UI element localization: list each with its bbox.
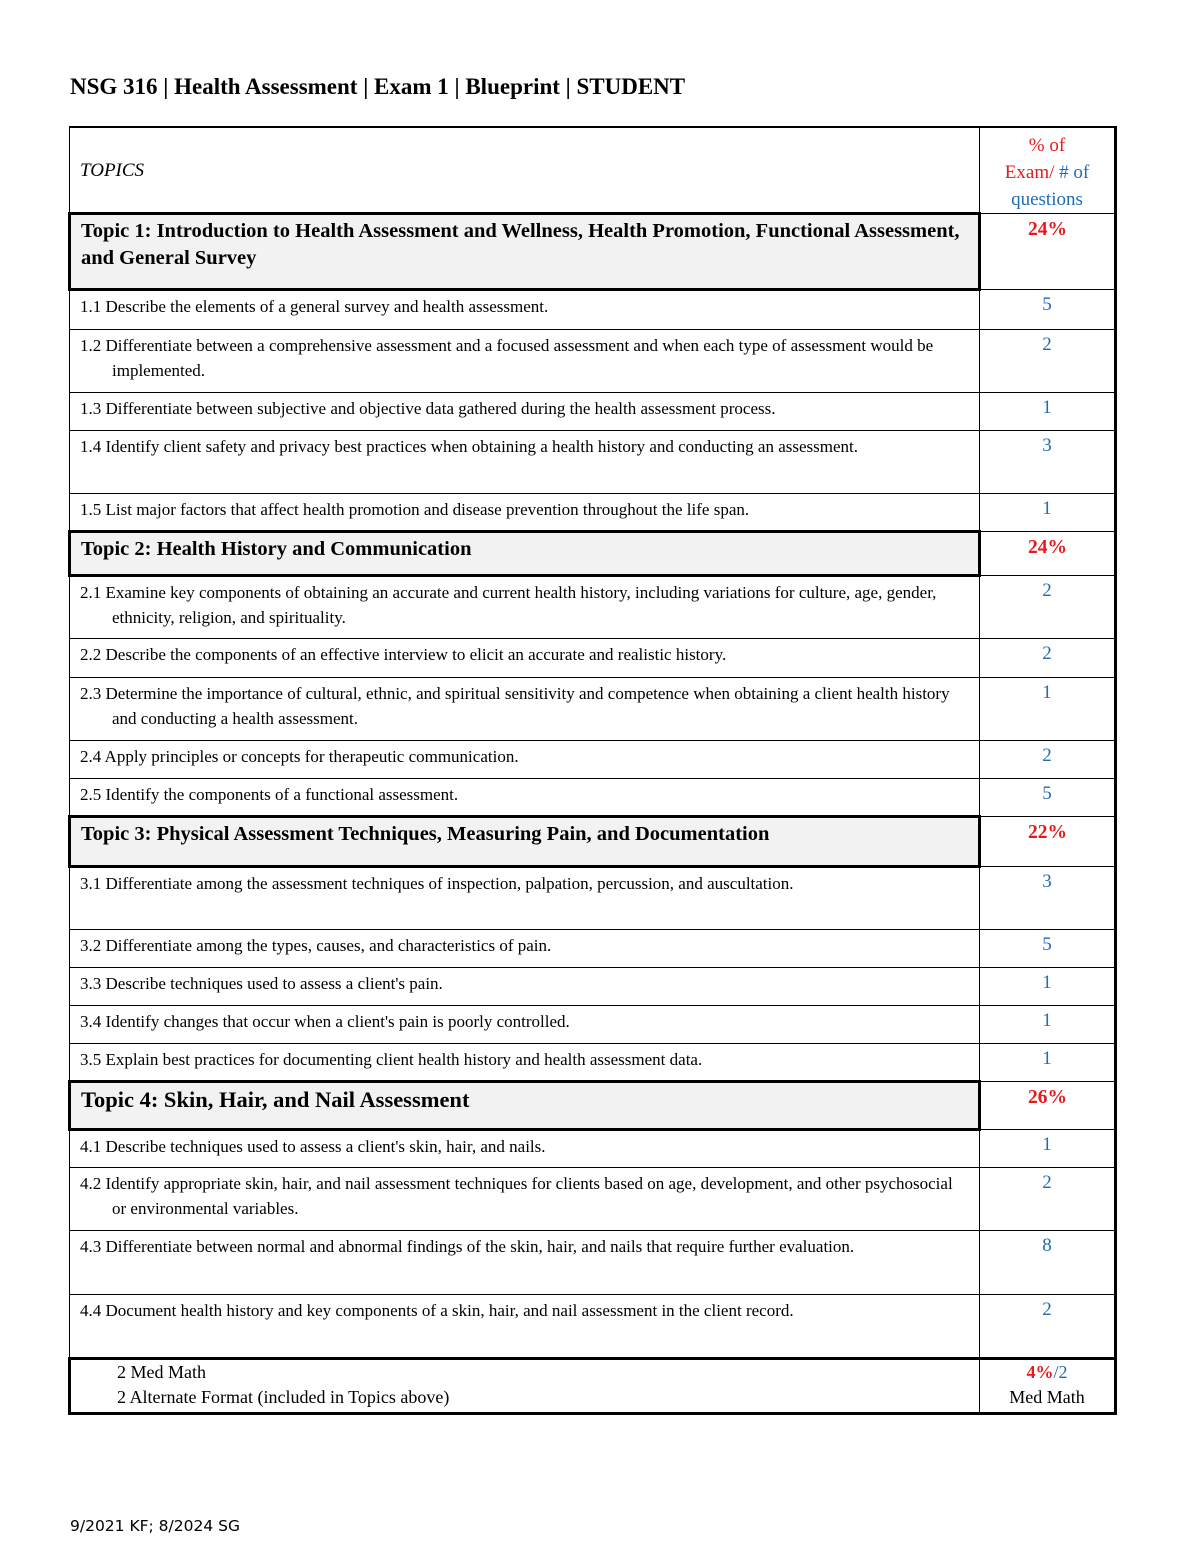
med-math-count: /2 — [1053, 1362, 1068, 1382]
objective-count: 1 — [1042, 397, 1052, 418]
percent-header-line2 — [980, 159, 1114, 186]
objective-count: 5 — [1042, 294, 1052, 315]
objective-row — [70, 741, 1116, 779]
med-math-row — [70, 1359, 1116, 1414]
topic-title: Topic 4: Skin, Hair, and Nail Assessment — [81, 1087, 470, 1112]
table-header-row — [70, 127, 1116, 214]
objective-text: 3.4 Identify changes that occur when a client's pain is poorly controlled. — [80, 1012, 570, 1031]
med-math-label: Med Math — [1009, 1387, 1085, 1407]
objective-text: 3.2 Differentiate among the types, causes, and characteristics of pain. — [80, 936, 552, 955]
objective-text: 4.4 Document health history and key components of a skin, hair, and nail assessment in the client record. — [80, 1301, 794, 1320]
objective-row — [70, 431, 1116, 494]
objective-text: 1.3 Differentiate between subjective and objective data gathered during the health assessment process. — [80, 399, 776, 418]
objective-count: 5 — [1042, 783, 1052, 804]
topic-row — [70, 214, 1116, 290]
objective-text: 2.1 Examine key components of obtaining an accurate and current health history, including variations for culture, age, gender, ethnicity, religion, and spirituality. — [80, 583, 937, 627]
topic-row — [70, 532, 1116, 576]
objective-count: 2 — [1042, 334, 1052, 355]
objective-count: 5 — [1042, 934, 1052, 955]
objective-text: 4.1 Describe techniques used to assess a client's skin, hair, and nails. — [80, 1137, 546, 1156]
objective-count: 3 — [1042, 435, 1052, 456]
topic-row — [70, 1082, 1116, 1130]
objective-row — [70, 1231, 1116, 1295]
objective-count: 8 — [1042, 1235, 1052, 1256]
objective-row — [70, 576, 1116, 639]
topic-title: Topic 3: Physical Assessment Techniques, Measuring Pain, and Documentation — [81, 823, 770, 845]
objective-text: 3.5 Explain best practices for documenting client health history and health assessment data. — [80, 1050, 703, 1069]
objective-row — [70, 1130, 1116, 1168]
objective-text: 1.2 Differentiate between a comprehensive assessment and a focused assessment and when each type of assessment would be implemented. — [80, 336, 934, 380]
blueprint-table — [68, 126, 1117, 1415]
percent-header-line3: questions — [1011, 189, 1083, 210]
objective-count: 1 — [1042, 1134, 1052, 1155]
objective-text: 2.3 Determine the importance of cultural, ethnic, and spiritual sensitivity and competence when obtaining a client health history and conducting a health assessment. — [80, 684, 950, 728]
objective-text: 2.5 Identify the components of a functional assessment. — [80, 785, 459, 804]
objective-count: 2 — [1042, 643, 1052, 664]
objective-count: 1 — [1042, 1048, 1052, 1069]
objective-count: 1 — [1042, 972, 1052, 993]
objective-count: 1 — [1042, 682, 1052, 703]
objective-row — [70, 639, 1116, 678]
topic-percent: 24% — [1028, 537, 1067, 558]
objective-text: 1.5 List major factors that affect health promotion and disease prevention throughout the life span. — [80, 500, 750, 519]
objective-count: 2 — [1042, 580, 1052, 601]
topic-percent: 24% — [1028, 219, 1067, 240]
topic-row — [70, 817, 1116, 867]
objective-row — [70, 968, 1116, 1006]
objective-text: 3.3 Describe techniques used to assess a client's pain. — [80, 974, 443, 993]
objective-count: 2 — [1042, 1172, 1052, 1193]
topic-percent: 26% — [1028, 1087, 1067, 1108]
percent-header-cell — [980, 127, 1116, 214]
alternate-format-line: 2 Alternate Format (included in Topics above) — [117, 1387, 450, 1407]
percent-header-line1: % of — [1028, 135, 1066, 156]
percent-header-exam: Exam/ — [1004, 162, 1055, 183]
med-math-line: 2 Med Math — [117, 1362, 206, 1382]
med-math-percent-value: 4% — [1026, 1362, 1054, 1382]
document-footer: 9/2021 KF; 8/2024 SG — [70, 1517, 240, 1535]
objective-row — [70, 678, 1116, 741]
objective-row — [70, 1295, 1116, 1359]
topics-header-cell — [70, 127, 980, 214]
objective-count: 2 — [1042, 745, 1052, 766]
objective-row — [70, 330, 1116, 393]
objective-text: 1.1 Describe the elements of a general survey and health assessment. — [80, 297, 549, 316]
objective-row — [70, 290, 1116, 330]
objective-count: 1 — [1042, 498, 1052, 519]
topic-title: Topic 2: Health History and Communication — [81, 538, 472, 560]
objective-count: 2 — [1042, 1299, 1052, 1320]
objective-row — [70, 1006, 1116, 1044]
objective-text: 1.4 Identify client safety and privacy best practices when obtaining a health history and conducting an assessment. — [80, 437, 858, 456]
objective-text: 4.2 Identify appropriate skin, hair, and nail assessment techniques for clients based on age, development, and other psychosocial or environmental variables. — [80, 1174, 953, 1218]
objective-text: 4.3 Differentiate between normal and abnormal findings of the skin, hair, and nails that require further evaluation. — [80, 1237, 855, 1256]
objective-row — [70, 779, 1116, 817]
objective-row — [70, 930, 1116, 968]
objective-row — [70, 1044, 1116, 1082]
med-math-percent — [980, 1360, 1114, 1385]
objective-text: 2.4 Apply principles or concepts for therapeutic communication. — [80, 747, 519, 766]
objective-count: 1 — [1042, 1010, 1052, 1031]
document-title: NSG 316 | Health Assessment | Exam 1 | Blueprint | STUDENT — [70, 74, 686, 99]
objective-row — [70, 393, 1116, 431]
objective-row — [70, 867, 1116, 930]
objective-text: 2.2 Describe the components of an effective interview to elicit an accurate and realistic history. — [80, 645, 727, 664]
topic-title: Topic 1: Introduction to Health Assessment and Wellness, Health Promotion, Functional Assessment, and General Survey — [81, 220, 960, 269]
objective-text: 3.1 Differentiate among the assessment techniques of inspection, palpation, percussion, and auscultation. — [80, 874, 794, 893]
objective-row — [70, 494, 1116, 532]
objective-row — [70, 1168, 1116, 1231]
percent-header-count: # of — [1054, 162, 1090, 183]
objective-count: 3 — [1042, 871, 1052, 892]
topic-percent: 22% — [1028, 822, 1067, 843]
topics-header-label: TOPICS — [80, 160, 145, 181]
